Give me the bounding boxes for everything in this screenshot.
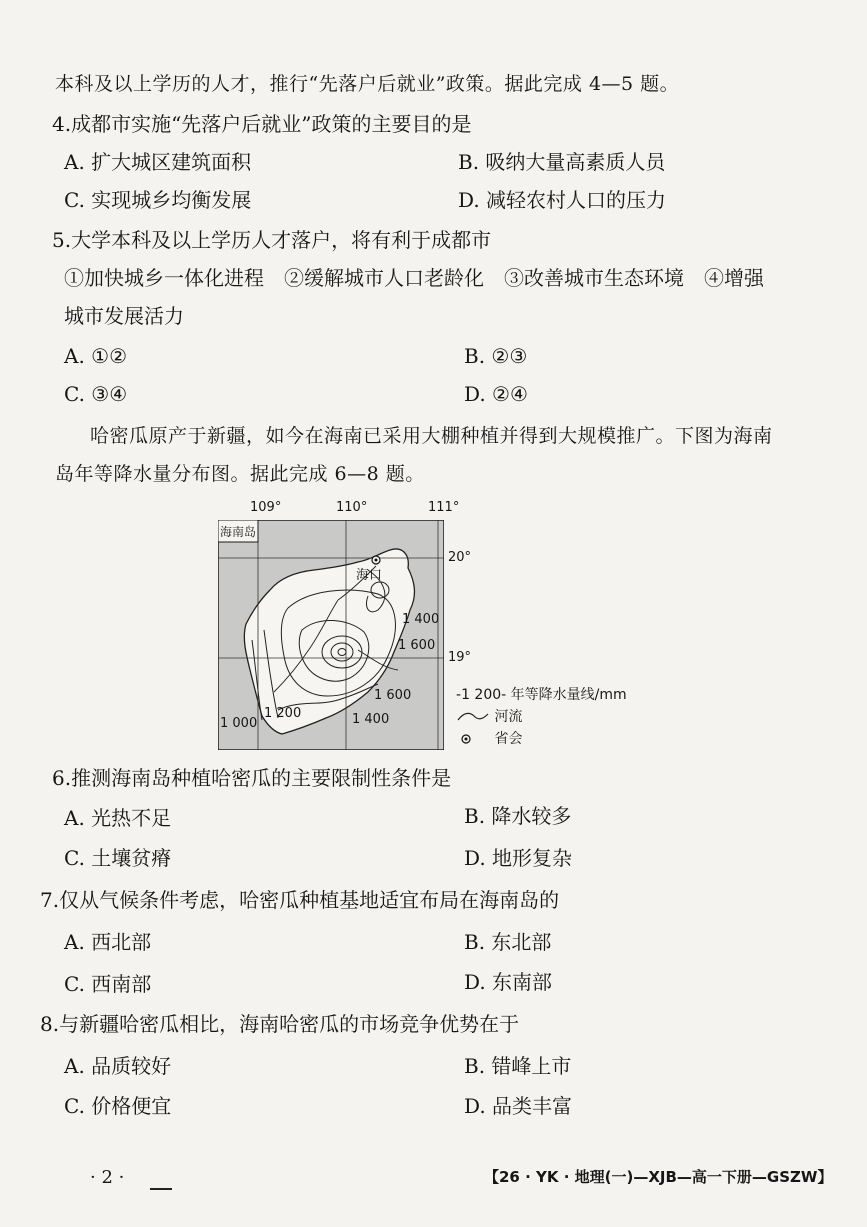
legend-river-text: 河流 xyxy=(494,709,523,725)
legend-isohyet-symbol: -1 200- xyxy=(456,687,507,703)
question-5-stem: 5.大学本科及以上学历人才落户，将有利于成都市 xyxy=(52,228,492,252)
question-5-items-line2: 城市发展活力 xyxy=(64,304,184,328)
isohyet-label-1200: 1 200 xyxy=(264,706,302,721)
river-icon xyxy=(456,710,490,724)
footer-dash xyxy=(150,1188,172,1190)
question-8-option-d[interactable]: D. 品类丰富 xyxy=(464,1094,573,1118)
question-7-option-d[interactable]: D. 东南部 xyxy=(464,970,553,994)
question-6-stem: 6.推测海南岛种植哈密瓜的主要限制性条件是 xyxy=(52,766,452,790)
question-7-option-a[interactable]: A. 西北部 xyxy=(64,930,152,954)
question-5-option-b[interactable]: B. ②③ xyxy=(464,344,528,368)
question-7-option-b[interactable]: B. 东北部 xyxy=(464,930,552,954)
question-6-option-a[interactable]: A. 光热不足 xyxy=(64,806,172,830)
question-5-items-line1: ①加快城乡一体化进程 ②缓解城市人口老龄化 ③改善城市生态环境 ④增强 xyxy=(64,266,764,290)
isohyet-label-1600-east: 1 600 xyxy=(398,638,436,653)
question-5-option-c[interactable]: C. ③④ xyxy=(64,382,128,406)
question-5-option-a[interactable]: A. ①② xyxy=(64,344,128,368)
intro-text: 本科及以上学历的人才，推行“先落户后就业”政策。据此完成 4—5 题。 xyxy=(55,73,680,95)
map-legend xyxy=(456,684,627,750)
passage-line2: 岛年等降水量分布图。据此完成 6—8 题。 xyxy=(55,463,425,485)
passage-line1: 哈密瓜原产于新疆，如今在海南已采用大棚种植并得到大规模推广。下图为海南 xyxy=(90,425,773,447)
lat-label-20: 20° xyxy=(448,550,472,565)
lon-label-111: 111° xyxy=(428,500,460,515)
question-7-option-c[interactable]: C. 西南部 xyxy=(64,972,152,996)
legend-capital xyxy=(456,728,627,750)
question-6-option-c[interactable]: C. 土壤贫瘠 xyxy=(64,846,172,870)
question-6-option-d[interactable]: D. 地形复杂 xyxy=(464,846,573,870)
map-title: 海南岛 xyxy=(220,525,257,539)
isohyet-label-1600-south: 1 600 xyxy=(374,688,412,703)
city-label-haikou: 海口 xyxy=(356,568,383,583)
isohyet-label-1400-south: 1 400 xyxy=(352,712,390,727)
question-4-option-c[interactable]: C. 实现城乡均衡发展 xyxy=(64,188,252,212)
exam-code: 【26 · YK · 地理(一)—XJB—高一下册—GSZW】 xyxy=(484,1168,833,1186)
isohyet-label-1400-east: 1 400 xyxy=(402,612,440,627)
legend-capital-text: 省会 xyxy=(494,731,523,747)
question-8-option-a[interactable]: A. 品质较好 xyxy=(64,1054,172,1078)
lon-label-110: 110° xyxy=(336,500,368,515)
capital-icon xyxy=(456,732,490,746)
isohyet-label-1000: 1 000 xyxy=(220,716,258,731)
hainan-precipitation-map xyxy=(218,520,472,750)
question-6-option-b[interactable]: B. 降水较多 xyxy=(464,804,572,828)
question-8-stem: 8.与新疆哈密瓜相比，海南哈密瓜的市场竞争优势在于 xyxy=(40,1012,520,1036)
lat-label-19: 19° xyxy=(448,650,472,665)
legend-river xyxy=(456,706,627,728)
question-4-option-b[interactable]: B. 吸纳大量高素质人员 xyxy=(458,150,666,174)
question-7-stem: 7.仅从气候条件考虑，哈密瓜种植基地适宜布局在海南岛的 xyxy=(40,888,560,912)
question-8-option-b[interactable]: B. 错峰上市 xyxy=(464,1054,572,1078)
question-4-option-a[interactable]: A. 扩大城区建筑面积 xyxy=(64,150,252,174)
question-4-option-d[interactable]: D. 减轻农村人口的压力 xyxy=(458,188,667,212)
lon-label-109: 109° xyxy=(250,500,282,515)
question-4-stem: 4.成都市实施“先落户后就业”政策的主要目的是 xyxy=(52,112,472,136)
legend-isohyet-text: 年等降水量线/mm xyxy=(510,687,627,703)
legend-isohyet xyxy=(456,684,627,706)
page-number: · 2 · xyxy=(90,1167,125,1188)
question-8-option-c[interactable]: C. 价格便宜 xyxy=(64,1094,172,1118)
question-5-option-d[interactable]: D. ②④ xyxy=(464,382,528,406)
